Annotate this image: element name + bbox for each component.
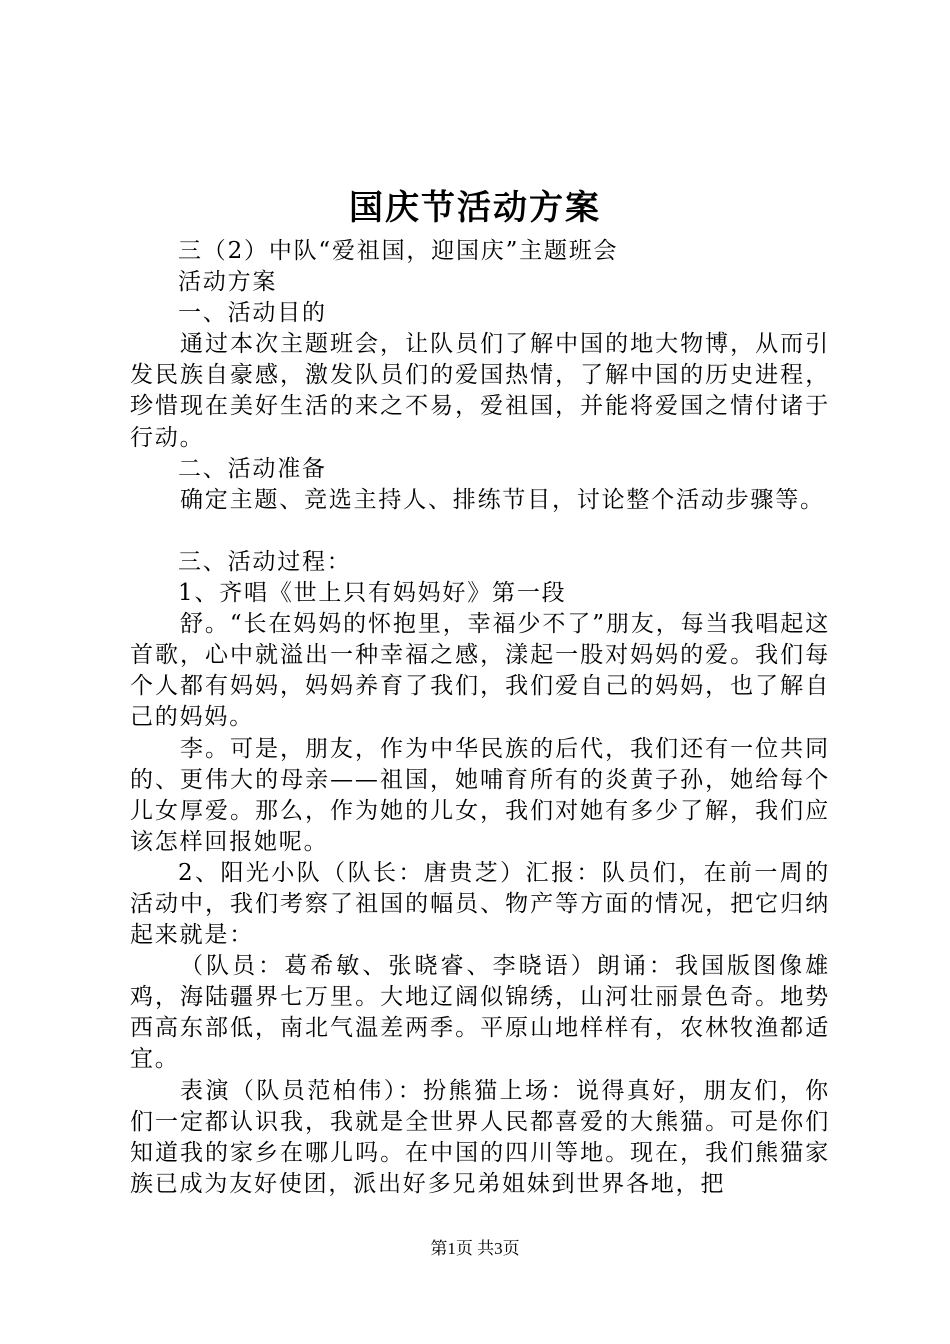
- paragraph-step-2: 2、阳光小队（队长：唐贵芝）汇报：队员们，在前一周的活动中，我们考察了祖国的幅员、物产等方面的情况，把它归纳起来就是：: [130, 859, 830, 949]
- paragraph-recitation: （队员：葛希敏、张晓睿、李晓语）朗诵：我国版图像雄鸡，海陆疆界七万里。大地辽阔似锦绣，山河壮丽景色奇。地势西高东部低，南北气温差两季。平原山地样样有，农林牧渔都适宜。: [130, 953, 830, 1073]
- blank-line: [130, 516, 830, 547]
- document-body: [130, 236, 830, 1200]
- paragraph-shu: 舒。“长在妈妈的怀抱里，幸福少不了”朋友，每当我唱起这首歌，心中就溢出一种幸福之感，漾起一股对妈妈的爱。我们每个人都有妈妈，妈妈养育了我们，我们爱自己的妈妈，也了解自己的妈妈。: [130, 611, 830, 731]
- heading-purpose: 一、活动目的: [178, 300, 327, 327]
- paragraph-preparation: 确定主题、竞选主持人、排练节目，讨论整个活动步骤等。: [180, 486, 825, 513]
- document-title: 国庆节活动方案: [349, 188, 601, 228]
- paragraph-step-1: 1、齐唱《世上只有妈妈好》第一段: [178, 580, 567, 607]
- page-footer: 第1页 共3页: [430, 1239, 520, 1258]
- heading-preparation: 二、活动准备: [178, 455, 327, 482]
- paragraph-plan-label: 活动方案: [178, 269, 278, 296]
- paragraph-purpose: 通过本次主题班会，让队员们了解中国的地大物博，从而引发民族自豪感，激发队员们的爱国热情，了解中国的历史进程，珍惜现在美好生活的来之不易，爱祖国，并能将爱国之情付诸于行动。: [130, 331, 830, 451]
- heading-process: 三、活动过程：: [178, 548, 352, 575]
- paragraph-performance: 表演（队员范柏伟）：扮熊猫上场：说得真好，朋友们，你们一定都认识我，我就是全世界人民都喜爱的大熊猫。可是你们知道我的家乡在哪儿吗。在中国的四川等地。现在，我们熊猫家族已成为友好使团，派出好多兄弟姐妹到世界各地，把: [130, 1077, 830, 1197]
- paragraph-subtitle: 三（2）中队“爱祖国，迎国庆”主题班会: [178, 238, 619, 264]
- paragraph-li: 李。可是，朋友，作为中华民族的后代，我们还有一位共同的、更伟大的母亲——祖国，她哺育所有的炎黄子孙，她给每个儿女厚爱。那么，作为她的儿女，我们对她有多少了解，我们应该怎样回报她呢。: [130, 735, 830, 855]
